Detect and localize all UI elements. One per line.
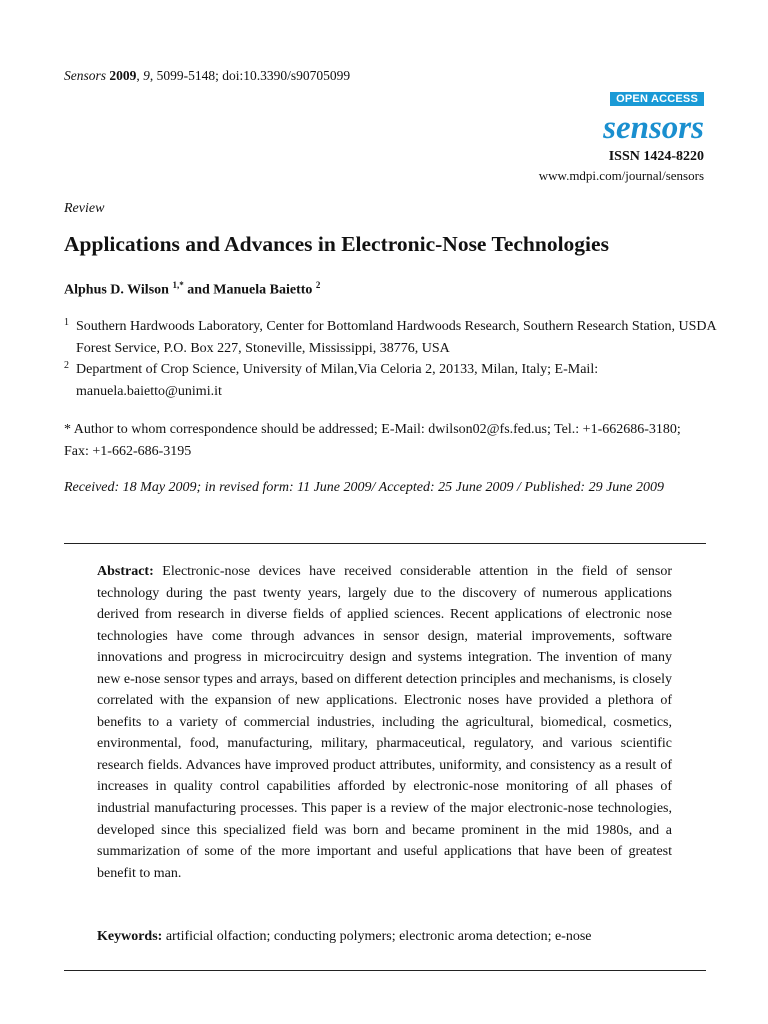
journal-website-link[interactable]: www.mdpi.com/journal/sensors: [538, 168, 704, 183]
author-affiliation-marks: 2: [315, 280, 321, 290]
open-access-badge: OPEN ACCESS: [610, 92, 704, 106]
keywords: [97, 929, 592, 945]
author-name: Manuela Baietto: [213, 282, 313, 298]
author-separator: and: [183, 282, 214, 298]
affiliation: [64, 316, 716, 359]
affiliation-number: 1: [64, 317, 69, 328]
affiliation-text: Department of Crop Science, University of Milan,Via Celoria 2, 20133, Milan, Italy; E-Mail: manuela.baietto@unimi.it: [76, 362, 599, 399]
issn: ISSN 1424-8220: [608, 149, 704, 164]
author-affiliation-marks: 1,*: [172, 280, 184, 290]
publication-dates: Received: 18 May 2009; in revised form: 11 June 2009/ Accepted: 25 June 2009 / Published: 29 June 2009: [64, 480, 665, 495]
correspondence-note: * Author to whom correspondence should be addressed; E-Mail: dwilson02@fs.fed.us; Tel.: +1-662686-3180; Fax: +1-662-686-3195: [64, 422, 681, 459]
divider-top: [64, 543, 706, 544]
citation-journal: Sensors: [64, 68, 107, 83]
citation-pages-doi: , 5099-5148; doi:10.3390/s90705099: [149, 68, 351, 83]
keywords-text: artificial olfaction; conducting polymers; electronic aroma detection; e-nose: [162, 929, 592, 944]
author-line: [64, 280, 320, 299]
keywords-label: Keywords:: [97, 929, 163, 944]
abstract-label: Abstract:: [97, 564, 154, 579]
affiliation: [64, 359, 716, 402]
citation-line: Sensors 2009, 9, 5099-5148; doi:10.3390/s90705099: [64, 68, 351, 83]
citation-year: 2009: [109, 68, 137, 83]
abstract: [97, 561, 672, 884]
abstract-text: Electronic-nose devices have received considerable attention in the field of sensor technology during the past twenty years, largely due to the discovery of numerous applications derived from research in diverse fields of applied sciences. Recent applications of electronic nose technologies have come through advances in sensor design, material improvements, software innovations and progress in microcircuitry design and systems integration. The invention of many new e-nose sensor types and arrays, based on different detection principles and mechanisms, is closely correlated with the expansion of new applications. Electronic noses have provided a plethora of benefits to a variety of commercial industries, including the agricultural, biomedical, cosmetics, environmental, food, manufacturing, military, pharmaceutical, regulatory, and various scientific research fields. Advances have improved product attributes, uniformity, and consistency as a result of increases in quality control capabilities afforded by electronic-nose monitoring of all phases of industrial manufacturing processes. This paper is a review of the major electronic-nose technologies, developed since this specialized field was born and became prominent in the mid 1980s, and a summarization of some of the more important and useful applications that have been of greatest benefit to man.: [97, 564, 672, 881]
author-name: Alphus D. Wilson: [64, 282, 169, 298]
article-type: Review: [64, 201, 105, 216]
divider-bottom: [64, 970, 706, 971]
journal-logo: sensors: [603, 110, 704, 146]
affiliation-text: Southern Hardwoods Laboratory, Center for Bottomland Hardwoods Research, Southern Research Station, USDA Forest Service, P.O. Box 227, Stoneville, Mississippi, 38776, USA: [76, 319, 716, 356]
paper-title: Applications and Advances in Electronic-Nose Technologies: [64, 232, 609, 256]
citation-volume: 9: [143, 68, 150, 83]
affiliation-number: 2: [64, 360, 69, 371]
